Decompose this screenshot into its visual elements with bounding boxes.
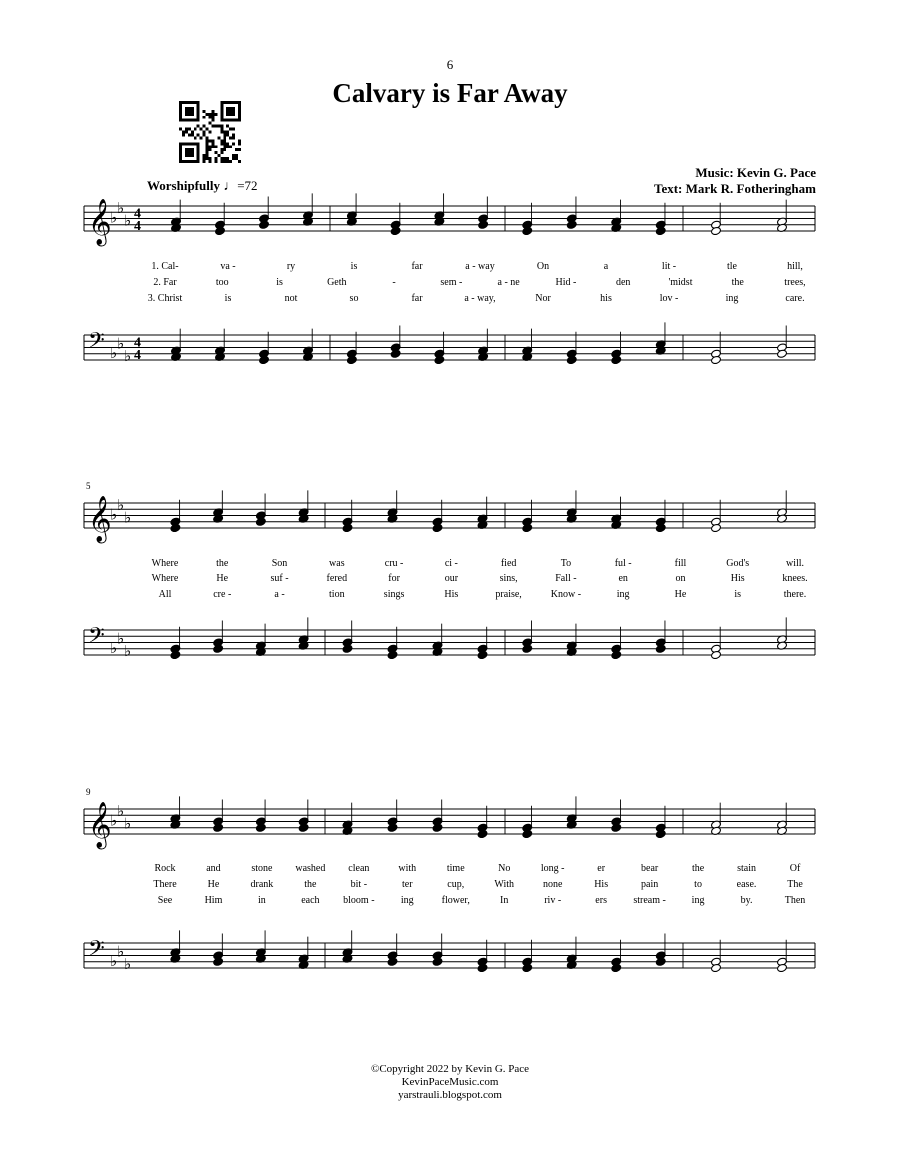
page-title: Calvary is Far Away (332, 78, 568, 108)
lyric-syllable: See (157, 895, 173, 906)
flat-icon: ♭ (124, 641, 132, 660)
flat-icon: ♭ (110, 208, 118, 227)
lyric-syllable: our (444, 573, 459, 584)
lyric-syllable: ci - (444, 558, 458, 569)
website-line: KevinPaceMusic.com (401, 1076, 499, 1088)
lyric-syllable: the (691, 863, 705, 874)
lyric-syllable: each (301, 895, 320, 906)
time-signature: 4 (134, 206, 141, 222)
flat-icon: ♭ (117, 496, 125, 515)
time-signature: 4 (134, 348, 141, 363)
lyric-syllable: fill (674, 558, 687, 569)
lyric-syllable: the (304, 879, 317, 890)
lyric-syllable: Where (151, 558, 179, 569)
flat-icon: ♭ (110, 343, 118, 362)
lyric-syllable: ing (616, 589, 630, 600)
flat-icon: ♭ (117, 942, 125, 961)
lyric-syllable: a - (274, 589, 285, 600)
lyric-syllable: His (594, 879, 609, 890)
lyric-syllable: time (446, 863, 465, 874)
lyric-syllable: suf - (270, 573, 289, 584)
lyric-syllable: praise, (495, 589, 522, 600)
treble-clef-icon: 𝄞 (88, 199, 112, 245)
flat-icon: ♭ (110, 811, 118, 830)
lyric-syllable: his (600, 293, 612, 304)
lyric-syllable: Where (151, 573, 179, 584)
lyric-syllable: cup, (447, 879, 465, 890)
lyric-syllable: lov - (659, 293, 679, 304)
lyric-syllable: Know - (550, 589, 582, 600)
copyright-line: ©Copyright 2022 by Kevin G. Pace (370, 1063, 530, 1075)
lyric-syllable: en (618, 573, 628, 584)
lyric-syllable: sins, (499, 573, 518, 584)
lyric-syllable: With (494, 879, 515, 890)
lyric-syllable: ful - (614, 558, 632, 569)
lyric-syllable: far (411, 293, 423, 304)
lyric-syllable: will. (785, 558, 805, 569)
lyric-syllable: not (284, 293, 298, 304)
lyric-syllable: er (597, 863, 606, 874)
lyric-syllable: - (392, 277, 396, 288)
text-credit: Text: Mark R. Fotheringham (653, 181, 816, 196)
lyric-syllable: is (276, 277, 283, 288)
flat-icon: ♭ (110, 951, 118, 970)
lyric-syllable: On (536, 261, 550, 272)
lyric-syllable: the (216, 558, 229, 569)
lyric-syllable: far (411, 261, 423, 272)
lyric-syllable: cru - (384, 558, 404, 569)
lyric-syllable: Hid - (555, 277, 577, 288)
lyric-syllable: There (153, 879, 177, 890)
lyric-syllable: In (500, 895, 509, 906)
lyric-syllable: He (216, 573, 229, 584)
lyric-syllable: Then (784, 895, 806, 906)
flat-icon: ♭ (117, 334, 125, 353)
treble-clef-icon: 𝄞 (88, 496, 112, 542)
lyric-syllable: 2. Far (153, 277, 177, 288)
lyric-syllable: ter (402, 879, 413, 890)
lyric-syllable: Geth (327, 277, 347, 288)
lyric-syllable: va - (220, 261, 236, 272)
lyric-syllable: Him (204, 895, 223, 906)
lyric-syllable: To (560, 558, 572, 569)
lyric-syllable: The (787, 879, 803, 890)
lyric-syllable: 3. Christ (147, 293, 183, 304)
lyric-syllable: Son (271, 558, 288, 569)
lyric-syllable: lit - (661, 261, 677, 272)
lyric-syllable: fied (500, 558, 517, 569)
lyric-syllable: to (694, 879, 702, 890)
lyric-syllable: cre - (213, 589, 232, 600)
measure-number: 5 (86, 481, 91, 491)
quarter-note-icon: ♩ (223, 179, 238, 194)
lyric-syllable: for (388, 573, 400, 584)
lyric-syllable: His (444, 589, 459, 600)
lyric-syllable: ing (400, 895, 414, 906)
lyric-syllable: was (329, 558, 345, 569)
lyric-syllable: ing (725, 293, 739, 304)
flat-icon: ♭ (124, 954, 132, 973)
lyric-syllable: He (674, 589, 687, 600)
bass-clef-icon: 𝄢 (88, 936, 105, 967)
flat-icon: ♭ (124, 508, 132, 527)
lyric-syllable: 1. Cal- (151, 261, 179, 272)
lyric-syllable: ing (691, 895, 705, 906)
lyric-syllable: No (498, 863, 511, 874)
tempo-value: =72 (237, 178, 258, 193)
lyric-syllable: Nor (535, 293, 551, 304)
bass-clef-icon: 𝄢 (88, 623, 105, 654)
lyric-syllable: stream - (633, 895, 666, 906)
lyric-syllable: stone (251, 863, 273, 874)
lyric-syllable: riv - (544, 895, 562, 906)
lyric-syllable: Of (789, 863, 801, 874)
treble-clef-icon: 𝄞 (88, 802, 112, 848)
time-signature: 4 (134, 219, 141, 234)
music-credit: Music: Kevin G. Pace (695, 165, 816, 180)
flat-icon: ♭ (124, 211, 132, 230)
lyric-syllable: All (158, 589, 172, 600)
lyric-syllable: God's (726, 558, 750, 569)
lyric-syllable: He (207, 879, 220, 890)
tempo-word: Worshipfully (147, 178, 220, 193)
flat-icon: ♭ (117, 629, 125, 648)
lyric-syllable: by. (740, 895, 753, 906)
time-signature: 4 (134, 335, 141, 351)
lyric-syllable: on (675, 573, 686, 584)
lyric-syllable: bloom - (343, 895, 375, 906)
lyric-syllable: with (398, 863, 417, 874)
lyric-syllable: sem - (440, 277, 463, 288)
measure-number: 9 (86, 787, 91, 797)
lyric-syllable: a - way, (464, 293, 496, 304)
lyric-syllable: the (731, 277, 744, 288)
page-number: 6 (446, 57, 454, 72)
lyric-syllable: den (615, 277, 631, 288)
bass-clef-icon: 𝄢 (88, 328, 105, 359)
flat-icon: ♭ (110, 505, 118, 524)
lyric-syllable: drank (250, 879, 274, 890)
lyric-syllable: trees, (784, 277, 806, 288)
lyric-syllable: His (730, 573, 745, 584)
lyric-syllable: clean (348, 863, 370, 874)
lyric-syllable: is (734, 589, 742, 600)
flat-icon: ♭ (124, 814, 132, 833)
lyric-syllable: a - ne (497, 277, 520, 288)
lyric-syllable: sings (383, 589, 405, 600)
lyric-syllable: hill, (787, 261, 803, 272)
flat-icon: ♭ (110, 638, 118, 657)
lyric-syllable: tle (727, 261, 737, 272)
lyric-syllable: tion (329, 589, 345, 600)
lyric-syllable: fered (326, 573, 348, 584)
lyric-syllable: too (215, 277, 229, 288)
lyric-syllable: Fall - (555, 573, 577, 584)
lyric-syllable: is (350, 261, 358, 272)
lyric-syllable: ers (595, 895, 607, 906)
lyric-syllable: flower, (441, 895, 470, 906)
lyric-syllable: washed (295, 863, 326, 874)
lyric-syllable: a - way (465, 261, 495, 272)
lyric-syllable: long - (540, 863, 565, 874)
lyric-syllable: so (349, 293, 359, 304)
lyric-syllable: there. (783, 589, 807, 600)
flat-icon: ♭ (117, 199, 125, 218)
lyric-syllable: Rock (154, 863, 176, 874)
blog-line: yarstrauli.blogspot.com (398, 1089, 502, 1101)
lyric-syllable: 'midst (668, 277, 693, 288)
lyric-syllable: pain (641, 879, 659, 890)
flat-icon: ♭ (117, 802, 125, 821)
lyric-syllable: is (224, 293, 232, 304)
lyric-syllable: in (258, 895, 266, 906)
lyric-syllable: and (206, 863, 221, 874)
lyric-syllable: care. (785, 293, 805, 304)
lyric-syllable: ease. (736, 879, 757, 890)
lyric-syllable: none (542, 879, 563, 890)
lyric-syllable: a (603, 261, 609, 272)
lyric-syllable: knees. (782, 573, 808, 584)
lyric-syllable: stain (737, 863, 756, 874)
flat-icon: ♭ (124, 346, 132, 365)
footer (0, 1063, 900, 1102)
lyric-syllable: bit - (350, 879, 368, 890)
lyric-syllable: bear (641, 863, 659, 874)
lyric-syllable: ry (286, 261, 296, 272)
